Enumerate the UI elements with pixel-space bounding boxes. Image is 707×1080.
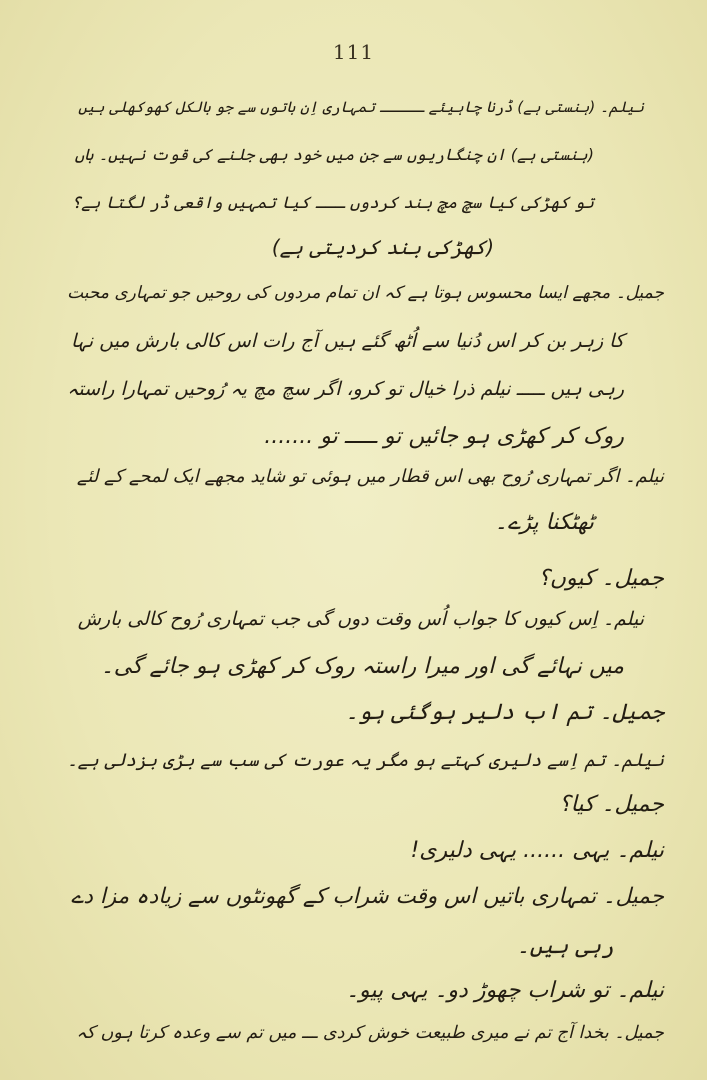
text-line: جمیل۔ کیا؟ bbox=[559, 792, 664, 817]
text-line: کا زہر بن کر اس دُنیا سے اُٹھ گئے ہیں آج رات اس کالی بارش میں نہا bbox=[71, 330, 624, 352]
text-line: نیلم۔ اگر تمہاری رُوح بھی اس قطار میں ہوئی تو شاید مجھے ایک لمحے کے لئے bbox=[76, 466, 664, 487]
text-line: رہی ہیں ـــــ نیلم ذرا خیال تو کرو، اگر سچ مچ یہ رُوحیں تمہارا راستہ bbox=[67, 378, 624, 400]
text-line: ٹھٹکنا پڑے۔ bbox=[494, 510, 594, 535]
text-line: جمیل۔ تم اب دلیر ہوگئی ہو۔ bbox=[345, 700, 664, 725]
text-line: روک کر کھڑی ہو جائیں تو ـــــ تو ....... bbox=[264, 424, 624, 449]
text-line: میں نہائے گی اور میرا راستہ روک کر کھڑی ہو جائے گی۔ bbox=[100, 654, 624, 679]
page-number: 111 bbox=[332, 40, 375, 64]
page-text bbox=[64, 92, 664, 1072]
text-line: نیلم۔ یہی ...... یہی دلیری! bbox=[410, 838, 664, 863]
text-line: رہی ہیں۔ bbox=[516, 934, 614, 959]
text-line: جمیل۔ بخدا آج تم نے میری طبیعت خوش کردی ـــ میں تم سے وعدہ کرتا ہوں کہ bbox=[76, 1023, 664, 1043]
text-line: نیلم۔ اِس کیوں کا جواب اُس وقت دوں گی جب تمہاری رُوح کالی بارش bbox=[77, 608, 644, 630]
text-line: نیلم۔ تم اِسے دلیری کہتے ہو مگر یہ عورت کی سب سے بڑی بزدلی ہے۔ bbox=[67, 750, 664, 771]
text-line: تو کھڑکی کیا سچ مچ بند کردوں ـــ کیا تمہیں واقعی ڈر لگتا ہے؟ bbox=[71, 193, 594, 212]
text-line: (ہنستی ہے) ان چنگاریوں سے جن میں خود بھی جلنے کی قوت نہیں۔ ہاں bbox=[74, 145, 594, 164]
text-line: جمیل۔ تمہاری باتیں اس وقت شراب کے گھونٹوں سے زیادہ مزا دے bbox=[70, 884, 664, 909]
text-line: نیلم۔ (ہنستی ہے) ڈرنا چاہیئے ـــــ تمہاری اِن باتوں سے جو بالکل کھوکھلی ہیں bbox=[78, 98, 644, 116]
text-line: جمیل۔ کیوں؟ bbox=[538, 566, 664, 591]
text-line: جمیل۔ مجھے ایسا محسوس ہوتا ہے کہ ان تمام مردوں کی روحیں جو تمہاری محبت bbox=[67, 283, 664, 303]
text-line: نیلم۔ تو شراب چھوڑ دو۔ یہی پیو۔ bbox=[346, 978, 664, 1003]
text-line: (کھڑکی بند کردیتی ہے) bbox=[271, 235, 494, 259]
